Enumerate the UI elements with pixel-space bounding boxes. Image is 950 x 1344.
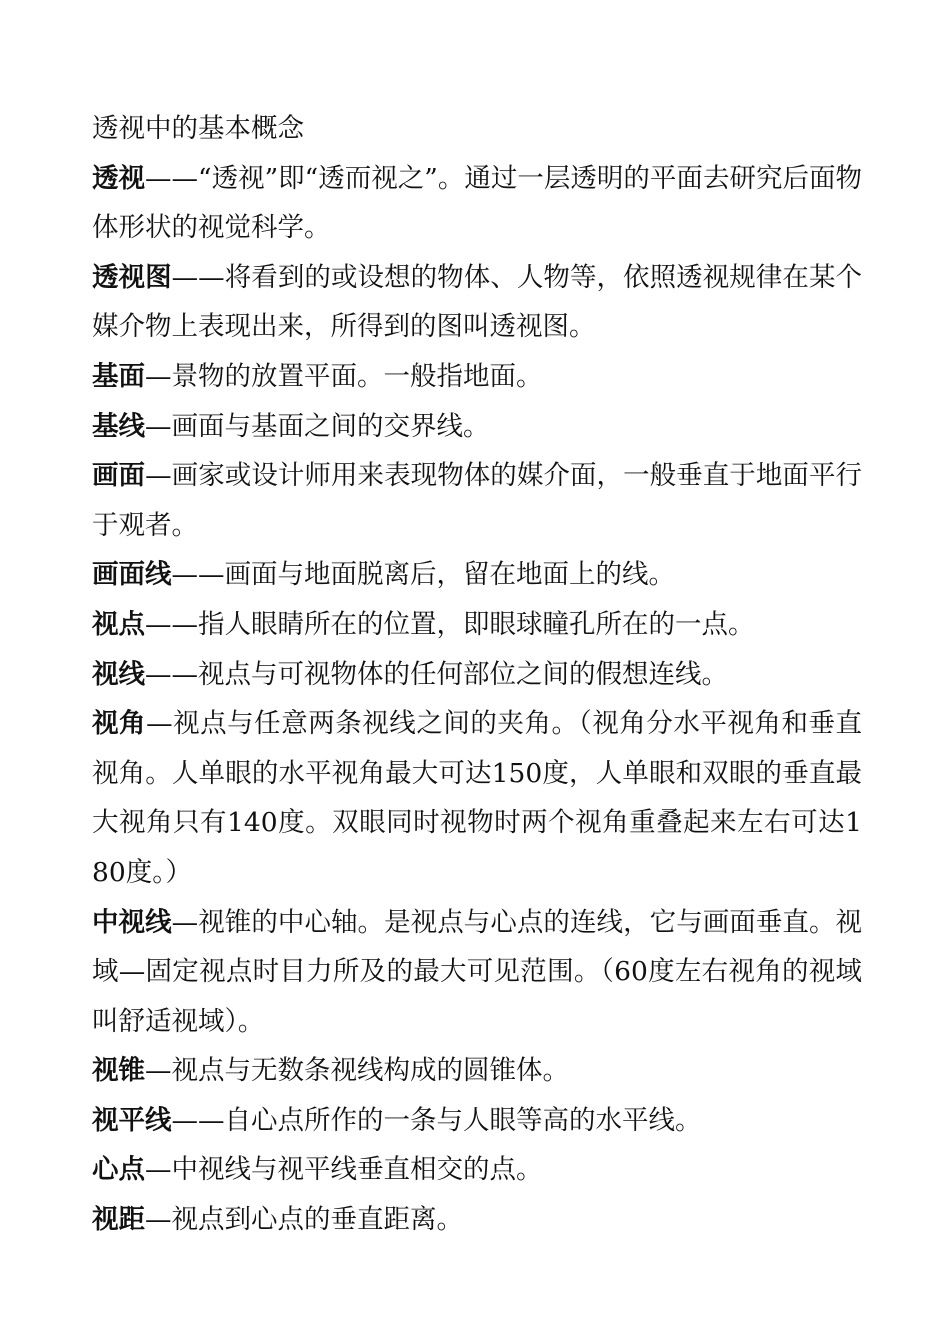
definition-text: ——视点与可视物体的任何部位之间的假想连线。: [145, 658, 728, 690]
definition-term: 视距: [92, 1204, 145, 1236]
definition-text: —景物的放置平面。一般指地面。: [145, 360, 543, 392]
definition-text: ——自心点所作的一条与人眼等高的水平线。: [171, 1104, 702, 1136]
definition-text: —画面与基面之间的交界线。: [145, 410, 490, 442]
definition-text: —视锥的中心轴。是视点与心点的连线，它与画面垂直。视域—固定视点时目力所及的最大可见范围。（60度左右视角的视域叫舒适视域）。: [92, 906, 863, 1037]
definition-text: —中视线与视平线垂直相交的点。: [145, 1154, 543, 1186]
definition-entry: [92, 253, 862, 352]
definition-term: 画面: [92, 460, 146, 492]
definition-text: —画家或设计师用来表现物体的媒介面，一般垂直于地面平行于观者。: [92, 460, 863, 541]
definition-entry: [92, 1096, 862, 1146]
definition-text: —视点到心点的垂直距离。: [145, 1204, 463, 1236]
definition-entry: [92, 154, 862, 253]
definition-entry: [92, 451, 862, 550]
definition-text: ——将看到的或设想的物体、人物等，依照透视规律在某个媒介物上表现出来，所得到的图叫透视图。: [92, 261, 863, 343]
definition-term: 中视线: [92, 906, 172, 938]
definition-term: 视点: [92, 608, 145, 640]
definition-entry: [92, 898, 862, 1047]
definition-term: 透视: [92, 162, 146, 194]
definition-term: 视角: [92, 708, 147, 740]
definition-term: 视平线: [92, 1104, 172, 1136]
definition-entry: [92, 1195, 862, 1245]
definition-entry: [92, 650, 862, 700]
definition-text: —视点与无数条视线构成的圆锥体。: [145, 1055, 569, 1087]
definition-entry: [92, 1145, 862, 1195]
definition-text: ——画面与地面脱离后，留在地面上的线。: [171, 559, 675, 591]
definition-text: —视点与任意两条视线之间的夹角。（视角分水平视角和垂直视角。人单眼的水平视角最大可达150度，人单眼和双眼的垂直最大视角只有140度。双眼同时视物时两个视角重叠起来左右可达180度。）: [92, 708, 863, 888]
definition-term: 基线: [92, 410, 145, 442]
definition-term: 视锥: [92, 1055, 145, 1087]
definition-term: 透视图: [92, 261, 172, 293]
definition-term: 基面: [92, 360, 145, 392]
definition-entry: [92, 550, 862, 600]
definition-term: 视线: [92, 658, 145, 690]
document-title: 透视中的基本概念: [92, 113, 304, 144]
definition-text: ——“透视”即“透而视之”。通过一层透明的平面去研究后面物体形状的视觉科学。: [92, 162, 862, 244]
definition-entry: [92, 352, 862, 402]
definition-entry: [92, 600, 862, 650]
definition-text: ——指人眼睛所在的位置，即眼球瞳孔所在的一点。: [145, 608, 755, 640]
definition-entry: [92, 402, 862, 452]
definition-entry: [92, 699, 862, 897]
definition-entry: [92, 1046, 862, 1096]
definition-term: 画面线: [92, 559, 172, 591]
document-page: [92, 104, 862, 1245]
definition-term: 心点: [92, 1154, 145, 1186]
